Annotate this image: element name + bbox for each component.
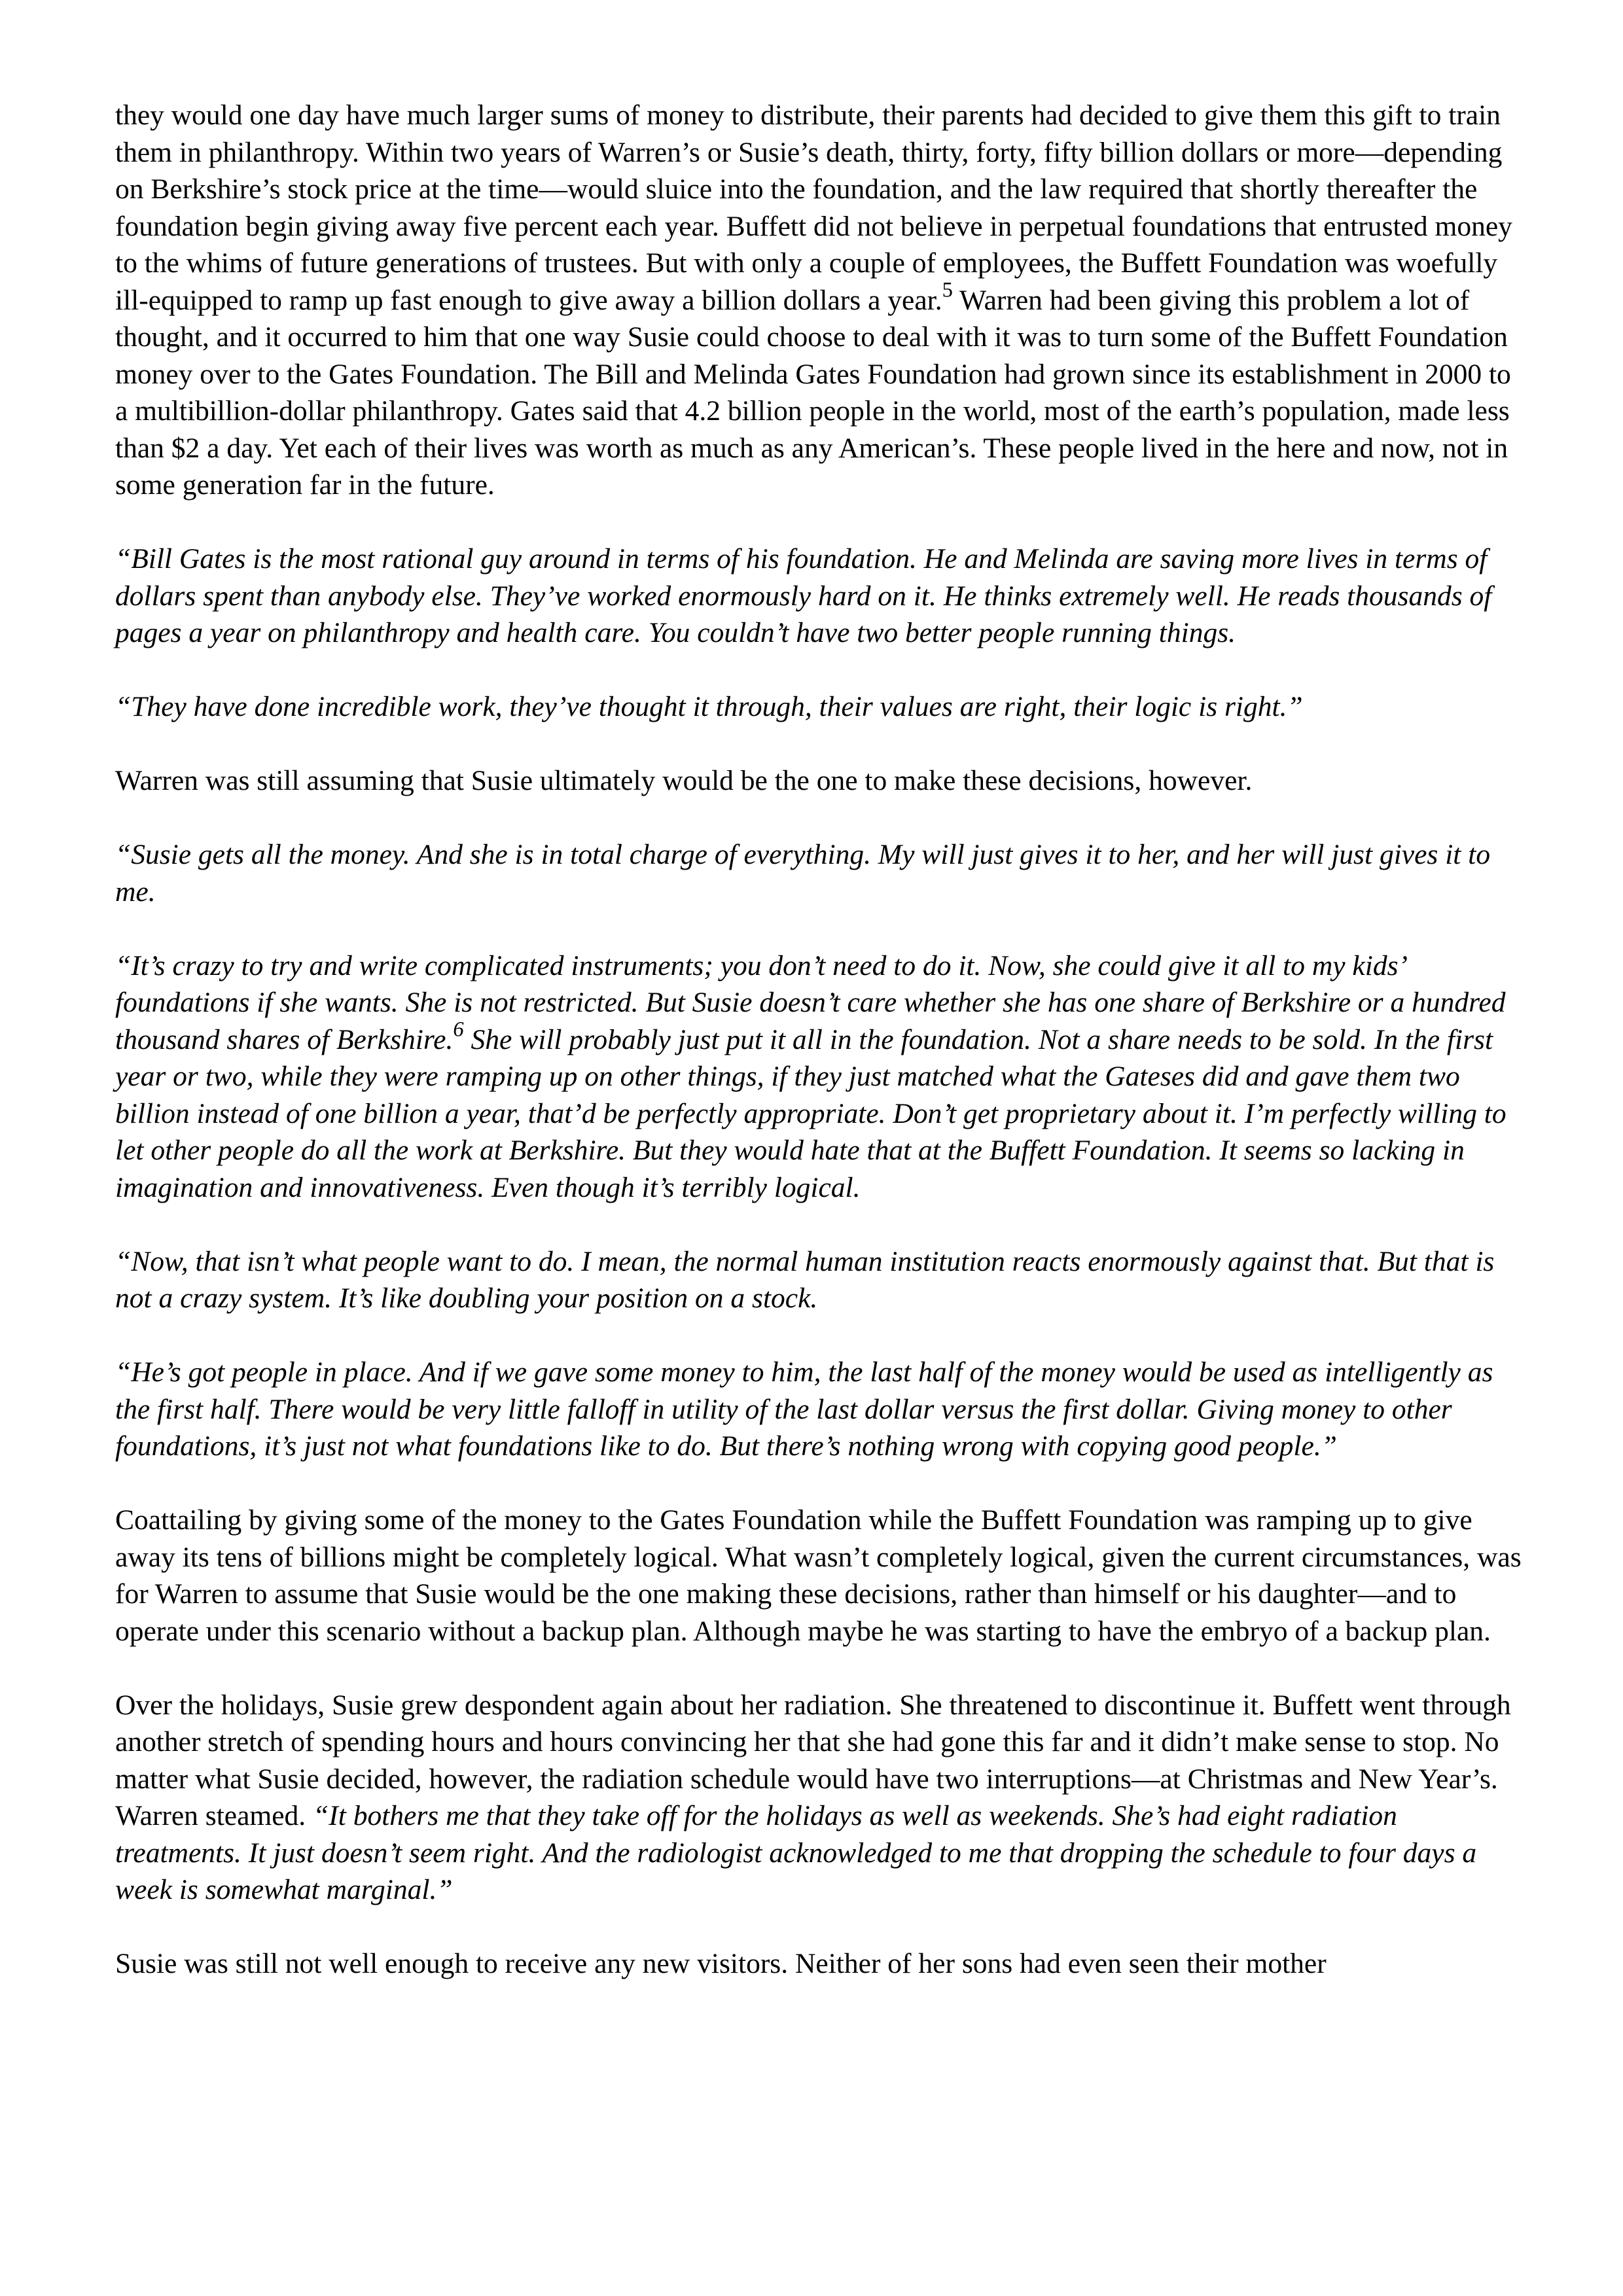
paragraph <box>115 1687 1522 1909</box>
quote-paragraph <box>115 947 1522 1207</box>
text-run: “It’s crazy to try and write complicated instruments; you don’t need to do it. Now, she could give it all to my kids’ foundations if she wants. She is not restricted. But Susie doesn’t care whether she has one share of Berkshire or a hundred thousand shares of Berkshire. <box>115 949 1506 1055</box>
text-run: “Bill Gates is the most rational guy around in terms of his foundation. He and Melinda are saving more lives in terms of dollars spent than anybody else. They’ve worked enormously hard on it. He thinks extremely well. He reads thousands of pages a year on philanthropy and health care. You couldn’t have two better people running things. <box>115 543 1492 648</box>
paragraph <box>115 1945 1522 1983</box>
text-run: “They have done incredible work, they’ve thought it through, their values are right, their logic is right.” <box>115 691 1303 722</box>
text-run: Coattailing by giving some of the money to the Gates Foundation while the Buffett Foundation was ramping up to give away its tens of billions might be completely logical. What wasn’t completely logical, given the current circumstances, was for Warren to assume that Susie would be the one making these decisions, rather than himself or his daughter—and to operate under this scenario without a backup plan. Although maybe he was starting to have the embryo of a backup plan. <box>115 1504 1522 1647</box>
text-run: Warren was still assuming that Susie ultimately would be the one to make these decisions, however. <box>115 765 1253 796</box>
quote-paragraph <box>115 540 1522 652</box>
quote-paragraph <box>115 688 1522 726</box>
text-run: “Susie gets all the money. And she is in total charge of everything. My will just gives it to her, and her will just gives it to me. <box>115 839 1491 908</box>
text-run: Over the holidays, Susie grew despondent again about her radiation. She threatened to discontinue it. Buffett went through another stretch of spending hours and hours convincing her that she had gone this far and it didn’t make sense to stop. No matter what Susie decided, however, the radiation schedule would have two interruptions—at Christmas and New Year’s. Warren steamed. <box>115 1689 1511 1831</box>
footnote-marker[interactable]: 5 <box>942 277 953 302</box>
quote-paragraph <box>115 1243 1522 1317</box>
text-run: they would one day have much larger sums of money to distribute, their parents had decided to give them this gift to train them in philanthropy. Within two years of Warren’s or Susie’s death, thirty, forty, fifty billion dollars or more—depending on Berkshire’s stock price at the time—would sluice into the foundation, and the law required that shortly thereafter the foundation begin giving away five percent each year. Buffett did not believe in perpetual foundations that entrusted money to the whims of future generations of trustees. But with only a couple of employees, the Buffett Foundation was woefully ill-equipped to ramp up fast enough to give away a billion dollars a year. <box>115 99 1512 316</box>
text-run: “Now, that isn’t what people want to do. I mean, the normal human institution reacts enormously against that. But that is not a crazy system. It’s like doubling your position on a stock. <box>115 1245 1495 1314</box>
paragraph <box>115 97 1522 504</box>
text-run: She will probably just put it all in the foundation. Not a share needs to be sold. In the first year or two, while they were ramping up on other things, if they just matched what the Gateses did and gave them two billion instead of one billion a year, that’d be perfectly appropriate. Don’t get proprietary about it. I’m perfectly willing to let other people do all the work at Berkshire. But they would hate that at the Buffett Foundation. It seems so lacking in imagination and innovativeness. Even though it’s terribly logical. <box>115 1023 1507 1203</box>
text-run: “He’s got people in place. And if we gave some money to him, the last half of the money would be used as intelligently as the first half. There would be very little falloff in utility of the last dollar versus the first dollar. Giving money to other foundations, it’s just not what foundations like to do. But there’s nothing wrong with copying good people.” <box>115 1356 1493 1462</box>
text-run: Susie was still not well enough to receive any new visitors. Neither of her sons had even seen their mother <box>115 1948 1327 1979</box>
quote-paragraph <box>115 1354 1522 1465</box>
footnote-marker[interactable]: 6 <box>453 1017 464 1041</box>
document-page <box>115 97 1522 1983</box>
quote-run: “It bothers me that they take off for the holidays as well as weekends. She’s had eight radiation treatments. It just doesn’t seem right. And the radiologist acknowledged to me that dropping the schedule to four days a week is somewhat marginal.” <box>115 1800 1477 1905</box>
text-run: Warren had been giving this problem a lot of thought, and it occurred to him that one way Susie could choose to deal with it was to turn some of the Buffett Foundation money over to the Gates Foundation. The Bill and Melinda Gates Foundation had grown since its establishment in 2000 to a multibillion-dollar philanthropy. Gates said that 4.2 billion people in the world, most of the earth’s population, made less than $2 a day. Yet each of their lives was worth as much as any American’s. These people lived in the here and now, not in some generation far in the future. <box>115 284 1511 501</box>
quote-paragraph <box>115 836 1522 910</box>
paragraph <box>115 1502 1522 1650</box>
paragraph <box>115 762 1522 800</box>
